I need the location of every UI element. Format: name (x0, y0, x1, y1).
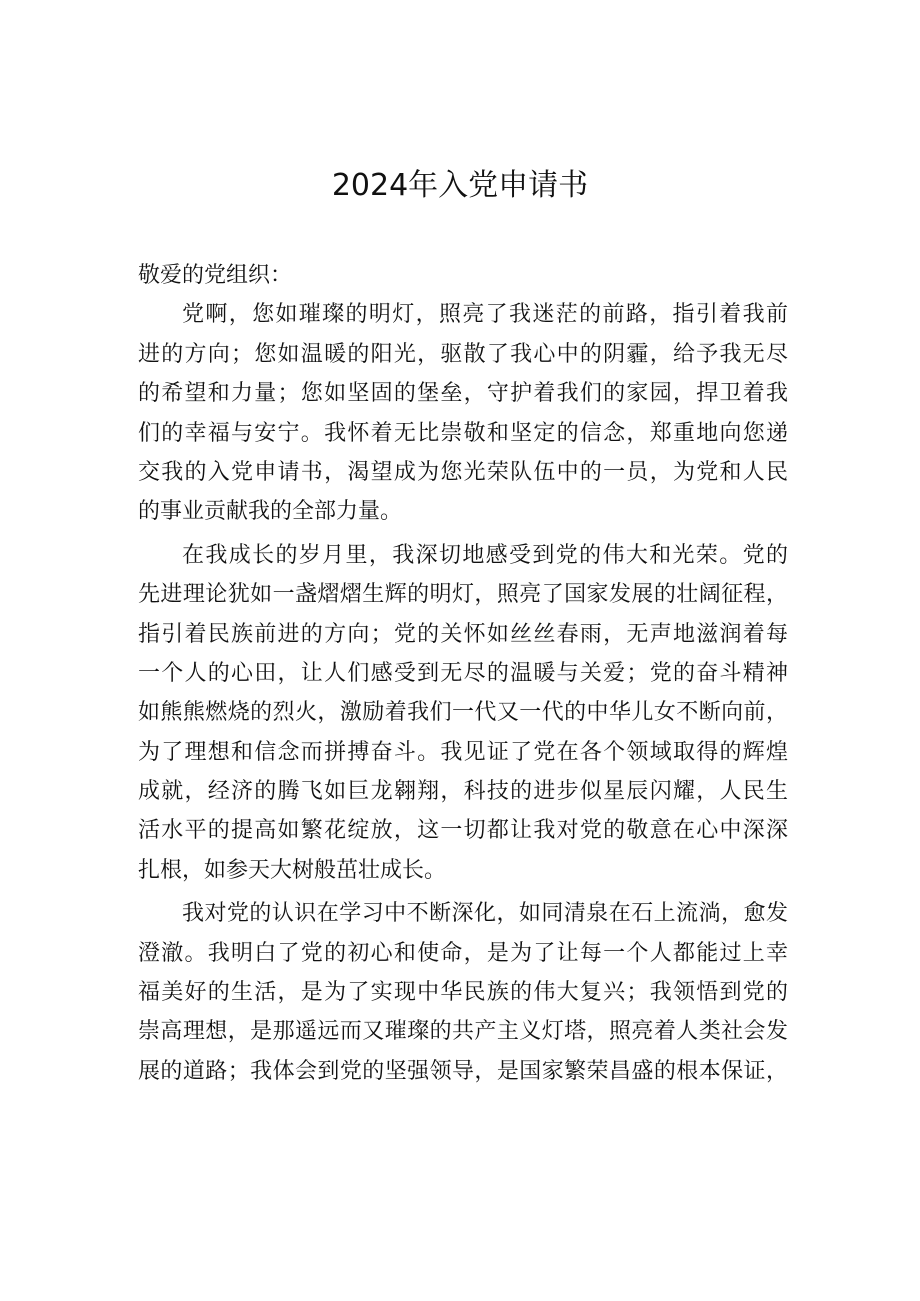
body-line: 指引着民族前进的方向；党的关怀如丝丝春雨，无声地滋润着每 (138, 621, 788, 647)
body-line: 我对党的认识在学习中不断深化，如同清泉在石上流淌，愈发 (182, 901, 788, 927)
body-line: 进的方向；您如温暖的阳光，驱散了我心中的阴霾，给予我无尽 (138, 341, 788, 367)
body-line: 在我成长的岁月里，我深切地感受到党的伟大和光荣。党的 (182, 542, 788, 568)
body-line: 崇高理想，是那遥远而又璀璨的共产主义灯塔，照亮着人类社会发 (138, 1019, 788, 1045)
body-line: 一个人的心田，让人们感受到无尽的温暖与关爱；党的奋斗精神 (138, 660, 788, 686)
body-line: 先进理论犹如一盏熠熠生辉的明灯，照亮了国家发展的壮阔征程， (138, 582, 788, 608)
salutation: 敬爱的党组织： (138, 263, 293, 288)
body-line: 党啊，您如璀璨的明灯，照亮了我迷茫的前路，指引着我前 (182, 302, 788, 328)
body-line: 的希望和力量；您如坚固的堡垒，守护着我们的家园，捍卫着我 (138, 381, 788, 407)
body-line: 活水平的提高如繁花绽放，这一切都让我对党的敬意在心中深深 (138, 818, 788, 844)
body-line: 为了理想和信念而拼搏奋斗。我见证了党在各个领域取得的辉煌 (138, 739, 788, 765)
document-title: 2024年入党申请书 (331, 168, 589, 203)
body-line: 福美好的生活，是为了实现中华民族的伟大复兴；我领悟到党的 (138, 980, 788, 1006)
body-line: 们的幸福与安宁。我怀着无比崇敬和坚定的信念，郑重地向您递 (138, 420, 788, 446)
body-line: 澄澈。我明白了党的初心和使命，是为了让每一个人都能过上幸 (138, 940, 788, 966)
body-line: 扎根，如参天大树般茁壮成长。 (138, 857, 447, 883)
body-line: 交我的入党申请书，渴望成为您光荣队伍中的一员，为党和人民 (138, 459, 788, 485)
body-line: 成就，经济的腾飞如巨龙翱翔，科技的进步似星辰闪耀，人民生 (138, 779, 788, 805)
body-line: 的事业贡献我的全部力量。 (138, 499, 403, 525)
body-line: 如熊熊燃烧的烈火，激励着我们一代又一代的中华儿女不断向前， (138, 700, 788, 726)
document-body (138, 256, 788, 1091)
body-line: 展的道路；我体会到党的坚强领导，是国家繁荣昌盛的根本保证， (138, 1058, 788, 1084)
